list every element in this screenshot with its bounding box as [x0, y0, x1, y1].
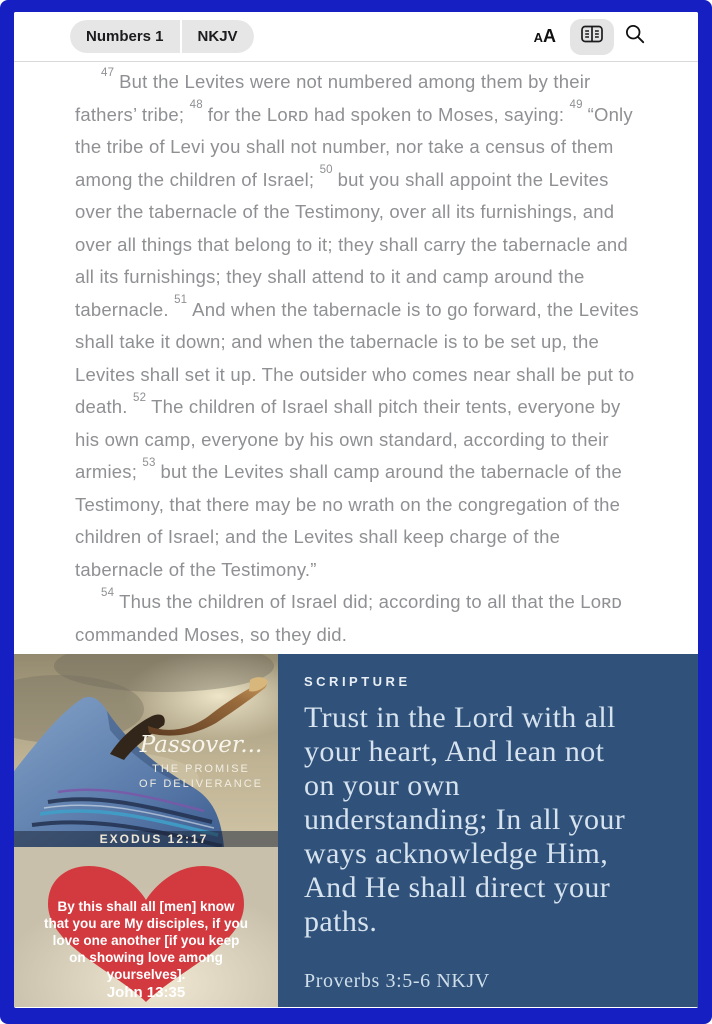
heart-line-1: By this shall all [men] know [57, 899, 235, 914]
verse-48[interactable]: $^{48}$ for the Lᴏʀᴅ had spoken to Moses, saying: [189, 99, 570, 125]
verse-number: 48 [189, 99, 203, 112]
font-size-small-a: A [533, 30, 543, 45]
reader-view-button[interactable] [570, 19, 614, 55]
font-size-button[interactable] [534, 26, 556, 47]
passover-tile[interactable] [14, 654, 278, 847]
scripture-quote: Trust in the Lord with all your heart, And lean not on your own understanding; In all your ways acknowledge Him, And He shall direct your paths. [304, 701, 626, 938]
bible-text [14, 62, 698, 654]
heart-reference: John 13:35 [106, 984, 186, 1001]
bible-paragraph [75, 66, 640, 586]
verse-52[interactable]: $^{52}$ The children of Israel shall pitch their tents, everyone by his own camp, everyone by his own standard, according to their armies; [75, 391, 621, 482]
heart-line-2: that you are My disciples, if you [43, 916, 249, 931]
verse-49[interactable]: $^{49}$ “Only the tribe of Levi you shall not number, nor take a census of them among the children of Israel; [75, 99, 633, 190]
verse-number: 51 [174, 294, 188, 307]
heart-line-3: love one another [if you keep [52, 933, 240, 948]
open-book-icon [580, 24, 604, 49]
passover-reference: EXODUS 12:17 [99, 832, 209, 846]
verse-54[interactable]: $^{54}$ Thus the children of Israel did; according to all that the Lᴏʀᴅ commanded Moses, so they did. [75, 586, 622, 645]
search-button[interactable] [624, 23, 646, 50]
font-size-big-a: A [543, 26, 556, 46]
verse-47[interactable]: $^{47}$ But the Levites were not numbered among them by their fathers’ tribe; [75, 66, 591, 125]
reference-pill-group [70, 20, 254, 53]
search-icon [624, 23, 646, 50]
passover-subtitle-2: OF DELIVERANCE [139, 778, 263, 790]
promo-left-column [14, 654, 278, 1007]
verse-50[interactable]: $^{50}$ but you shall appoint the Levites over the tabernacle of the Testimony, over all its furnishings, and over all things that belong to it; they shall carry the tabernacle and all its furnishings; they shall attend to it and camp around the tabernacle. [75, 164, 628, 320]
verse-number: 53 [142, 456, 156, 469]
passover-subtitle-1: THE PROMISE [152, 763, 250, 775]
verse-number: 54 [101, 586, 115, 599]
passover-title: Passover... [139, 732, 263, 758]
verse-number: 52 [132, 391, 147, 404]
verse-53[interactable]: $^{53}$ but the Levites shall camp around the tabernacle of the Testimony, that there may be no wrath on the congregation of the children of Israel; and the Levites shall keep charge of the tabernacle of the Testimony.” [75, 456, 622, 580]
promo-section [14, 654, 698, 1007]
verse-51[interactable]: $^{51}$ And when the tabernacle is to go forward, the Levites shall take it down; and when the tabernacle is to be set up, the Levites shall set it up. The outsider who comes near shall be put to death. [75, 294, 639, 417]
toolbar [14, 12, 698, 62]
bible-paragraph [75, 586, 640, 651]
heart-line-4: on showing love among [69, 950, 223, 965]
heart-tile[interactable] [14, 847, 278, 1007]
shofar-image [14, 654, 278, 847]
scripture-tile[interactable] [278, 654, 698, 1007]
book-chapter-button[interactable]: Numbers 1 [70, 20, 180, 53]
scripture-label: SCRIPTURE [304, 674, 411, 689]
version-button[interactable]: NKJV [182, 20, 254, 53]
bible-app-page [14, 12, 698, 1008]
verse-number: 49 [569, 99, 583, 112]
heart-image [14, 847, 278, 1007]
scripture-reference: Proverbs 3:5-6 NKJV [304, 970, 490, 992]
heart-line-5: yourselves]. [106, 967, 186, 982]
verse-number: 50 [319, 164, 333, 177]
verse-number: 47 [101, 66, 115, 79]
